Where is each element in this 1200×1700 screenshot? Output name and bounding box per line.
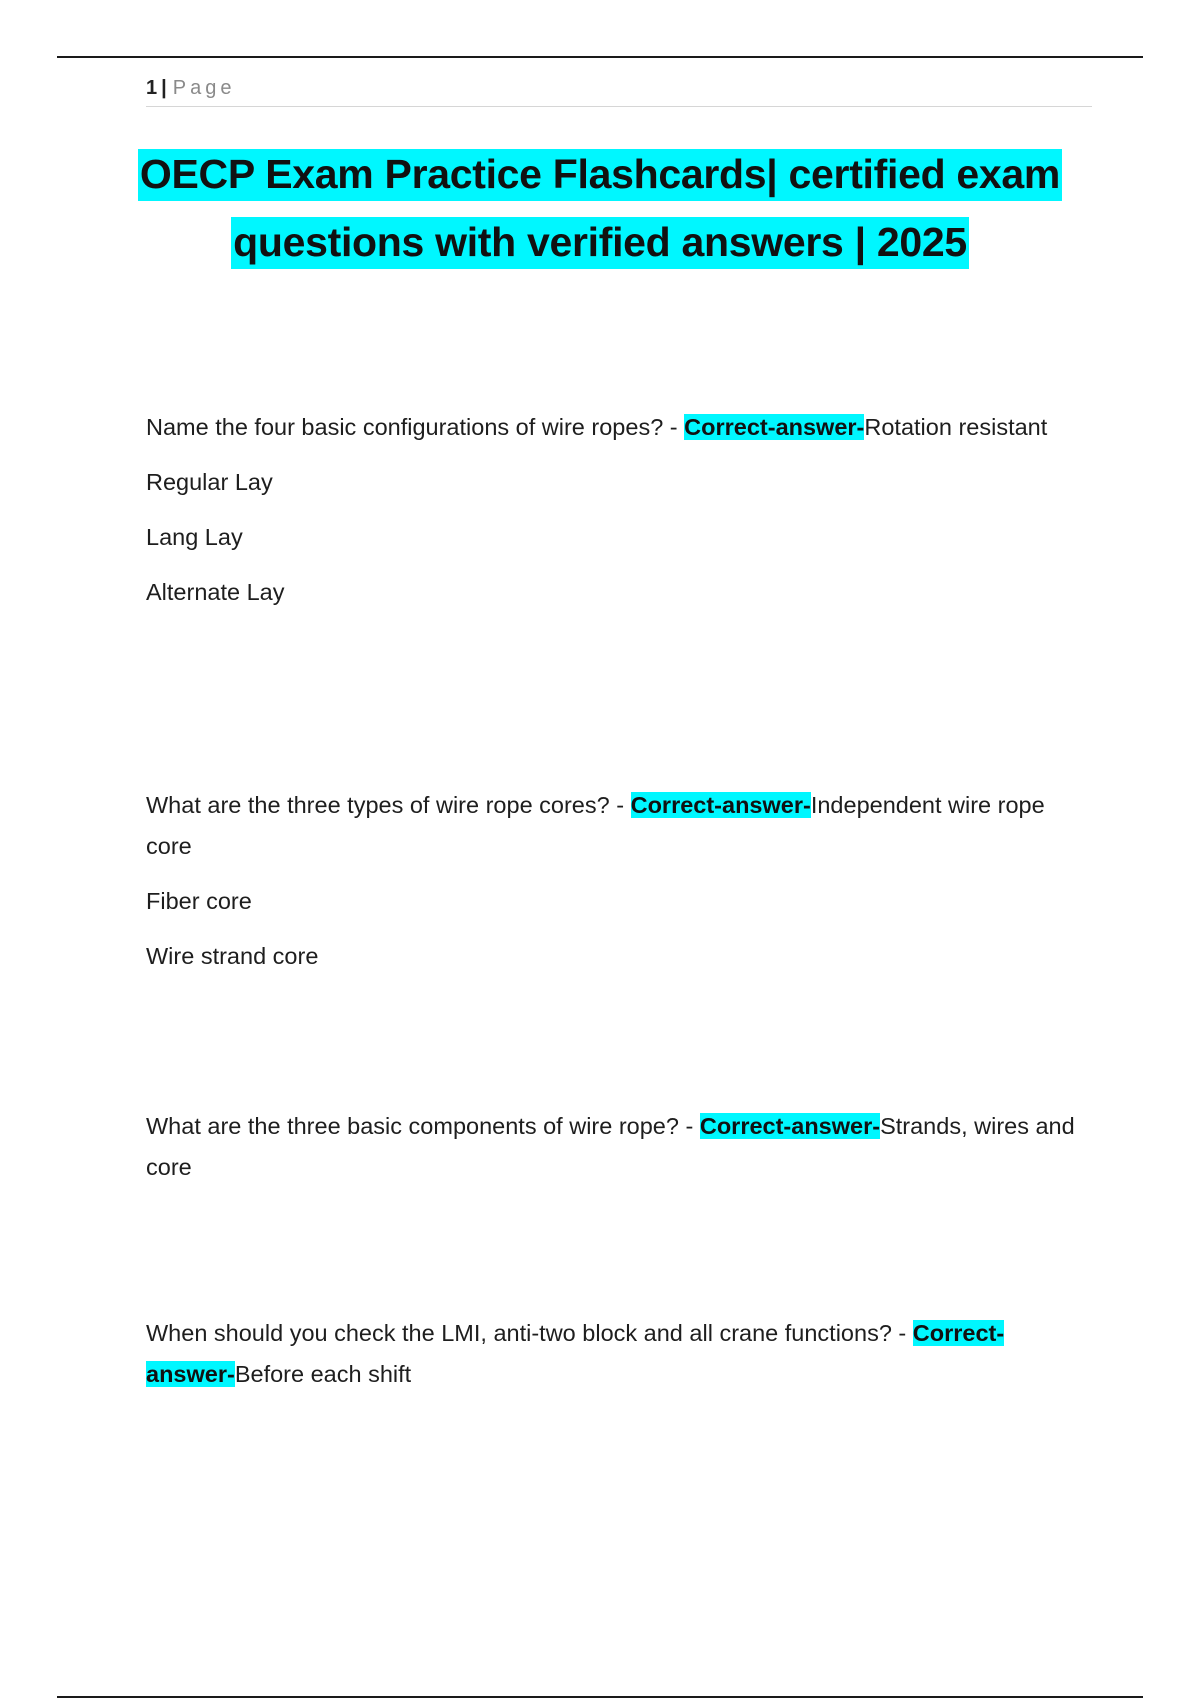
flashcard-question-3 — [146, 1106, 1080, 1188]
flashcard-2 — [146, 785, 1080, 977]
flashcard-question-4 — [146, 1313, 1080, 1395]
answer-line: Fiber core — [146, 888, 252, 914]
title-line-1: OECP Exam Practice Flashcards| certified exam — [138, 149, 1062, 201]
answer-text: Rotation resistant — [864, 414, 1048, 440]
top-rule — [57, 56, 1143, 58]
answer-line: Lang Lay — [146, 524, 243, 550]
page-separator: | — [161, 77, 167, 99]
correct-answer-label: Correct-answer- — [699, 1113, 881, 1139]
flashcard-3 — [146, 1106, 1080, 1188]
question-text: Name the four basic configurations of wire ropes? - — [146, 414, 685, 440]
correct-answer-label: Correct-answer- — [146, 1320, 1005, 1387]
correct-answer-label: Correct-answer- — [630, 792, 811, 818]
document-title — [110, 140, 1090, 276]
answer-text: Strands, wires and core — [146, 1113, 1075, 1180]
question-text: What are the three basic components of wire rope? - — [146, 1113, 700, 1139]
page-number: 1 — [146, 77, 158, 99]
answer-line: Wire strand core — [146, 943, 319, 969]
title-line-2: questions with verified answers | 2025 — [231, 217, 969, 269]
page-label: Page — [172, 77, 236, 99]
question-text: What are the three types of wire rope cores? - — [146, 792, 631, 818]
flashcard-question-2 — [146, 785, 1080, 867]
page-header — [146, 74, 1092, 107]
answer-text: Independent wire rope core — [146, 792, 1045, 859]
answer-line: Alternate Lay — [146, 579, 285, 605]
flashcard-question-1 — [146, 407, 1080, 448]
flashcard-1 — [146, 407, 1080, 613]
bottom-rule — [57, 1696, 1143, 1698]
answer-line: Regular Lay — [146, 469, 273, 495]
flashcard-4 — [146, 1313, 1080, 1395]
answer-text: Before each shift — [234, 1361, 412, 1387]
correct-answer-label: Correct-answer- — [684, 414, 865, 440]
question-text: When should you check the LMI, anti-two block and all crane functions? - — [146, 1320, 913, 1346]
